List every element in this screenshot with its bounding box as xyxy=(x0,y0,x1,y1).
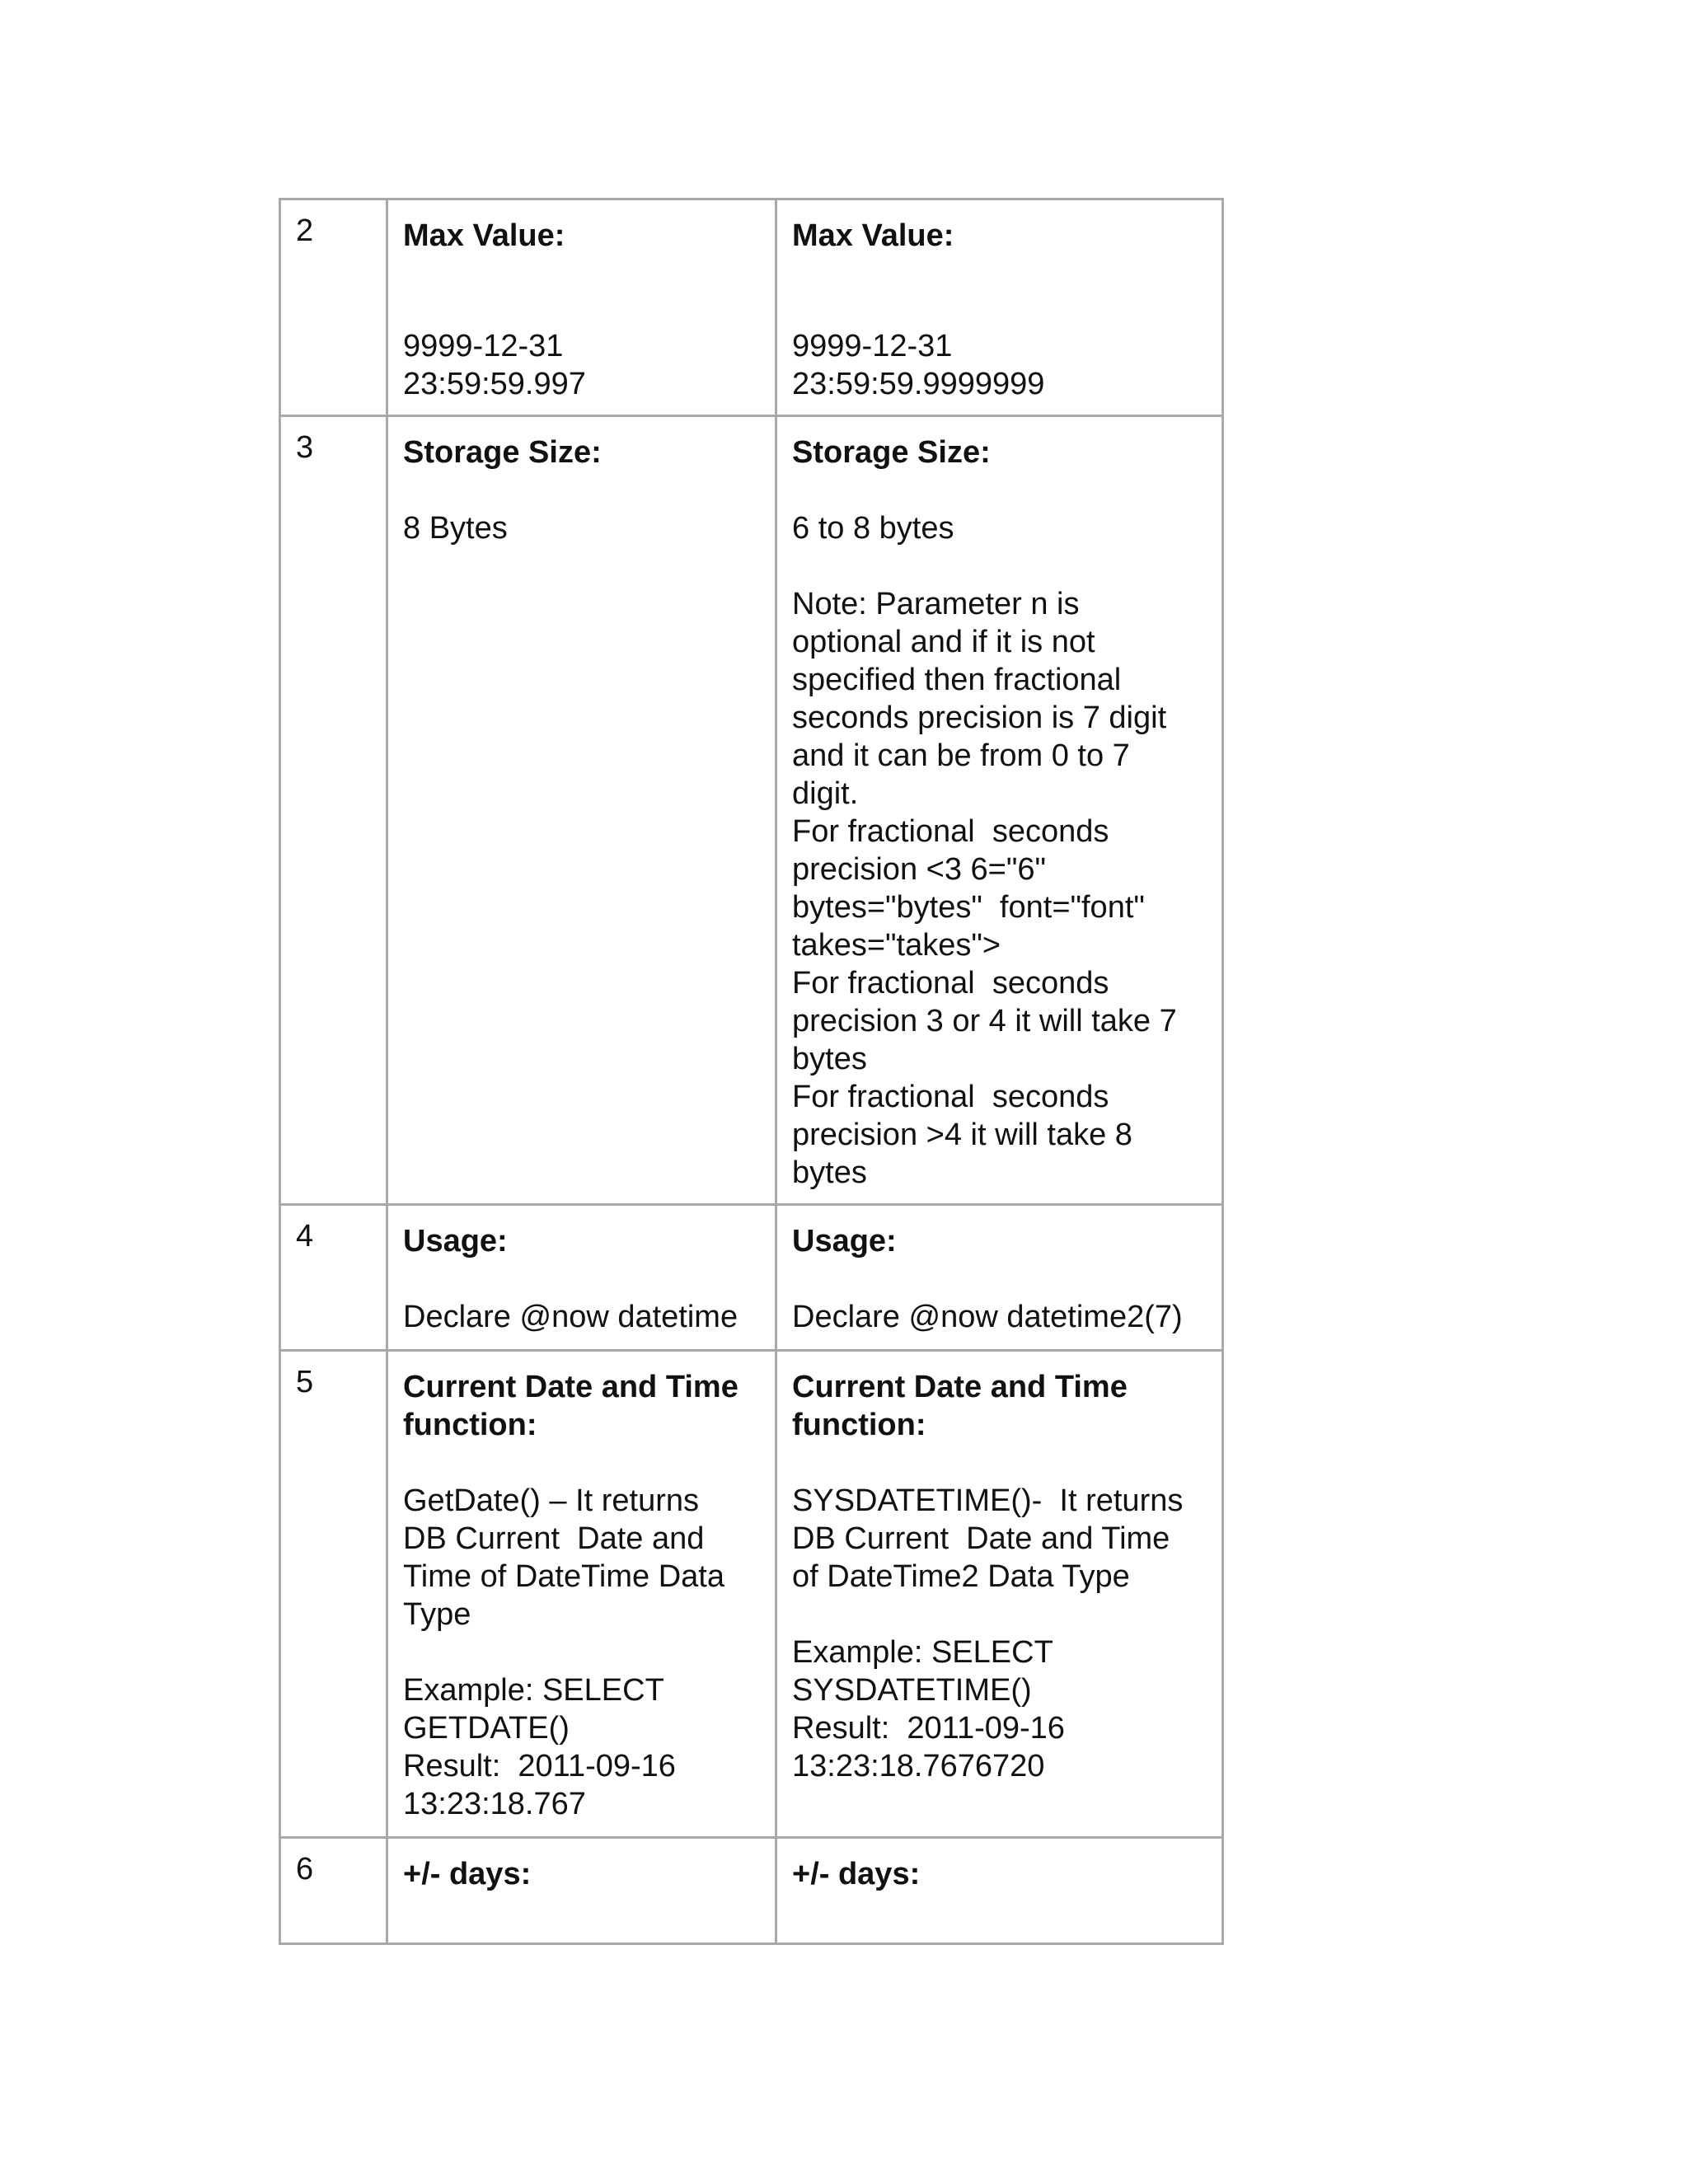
note-line: bytes="bytes" font="font" xyxy=(792,890,1145,925)
cell-heading: +/- days: xyxy=(403,1857,532,1891)
note-line: For fractional seconds xyxy=(792,1080,1109,1114)
cell-line: Type xyxy=(403,1597,471,1632)
note-line: optional and if it is not xyxy=(792,625,1095,659)
datetime2-cell xyxy=(776,1205,1223,1351)
cell-heading: Usage: xyxy=(792,1224,897,1258)
note-line: precision 3 or 4 it will take 7 xyxy=(792,1004,1177,1038)
datetime-cell xyxy=(387,416,776,1205)
cell-heading: Current Date and Time xyxy=(403,1370,738,1404)
note-line: takes="takes"> xyxy=(792,928,1001,963)
cell-heading: Max Value: xyxy=(792,218,954,253)
datetime-cell xyxy=(387,1838,776,1944)
note-line: specified then fractional xyxy=(792,663,1122,697)
cell-line: GetDate() – It returns xyxy=(403,1483,700,1518)
note-line: bytes xyxy=(792,1042,867,1076)
cell-heading: Storage Size: xyxy=(792,435,991,470)
cell-line: 6 to 8 bytes xyxy=(792,511,954,546)
cell-line: 23:59:59.997 xyxy=(403,367,586,401)
cell-heading: function: xyxy=(792,1408,926,1442)
row-number: 4 xyxy=(280,1205,387,1351)
row-number: 6 xyxy=(280,1838,387,1944)
datetime-cell xyxy=(387,1351,776,1838)
cell-heading: Storage Size: xyxy=(403,435,602,470)
example-line: Example: SELECT xyxy=(403,1673,664,1708)
note-line: precision <3 6="6" xyxy=(792,852,1046,887)
cell-line: 23:59:59.9999999 xyxy=(792,367,1045,401)
note-line: seconds precision is 7 digit xyxy=(792,701,1167,735)
table-row xyxy=(280,416,1223,1205)
datetime2-cell xyxy=(776,1351,1223,1838)
cell-line: DB Current Date and xyxy=(403,1521,705,1556)
table-row xyxy=(280,1351,1223,1838)
example-line: SYSDATETIME() xyxy=(792,1673,1032,1708)
example-line: Example: SELECT xyxy=(792,1635,1053,1670)
example-line: GETDATE() xyxy=(403,1711,570,1746)
cell-heading: Usage: xyxy=(403,1224,508,1258)
datetime-comparison-table xyxy=(279,198,1224,1945)
cell-line: 8 Bytes xyxy=(403,511,508,546)
cell-heading: Current Date and Time xyxy=(792,1370,1128,1404)
note-line: digit. xyxy=(792,776,859,811)
cell-heading: function: xyxy=(403,1408,537,1442)
note-line: precision >4 it will take 8 xyxy=(792,1118,1132,1152)
example-line: 13:23:18.7676720 xyxy=(792,1749,1045,1783)
cell-heading: +/- days: xyxy=(792,1857,921,1891)
cell-line: Declare @now datetime2(7) xyxy=(792,1300,1183,1334)
example-line: Result: 2011-09-16 xyxy=(792,1711,1065,1746)
row-number: 3 xyxy=(280,416,387,1205)
row-number: 5 xyxy=(280,1351,387,1838)
datetime-cell xyxy=(387,199,776,416)
datetime2-cell xyxy=(776,199,1223,416)
cell-heading: Max Value: xyxy=(403,218,565,253)
datetime-cell xyxy=(387,1205,776,1351)
cell-line: 9999-12-31 xyxy=(792,329,953,363)
note-line: and it can be from 0 to 7 xyxy=(792,738,1130,773)
cell-line: 9999-12-31 xyxy=(403,329,564,363)
table-row xyxy=(280,1838,1223,1944)
note-line: For fractional seconds xyxy=(792,814,1109,849)
table-row xyxy=(280,1205,1223,1351)
cell-line: DB Current Date and Time xyxy=(792,1521,1170,1556)
cell-line: Declare @now datetime xyxy=(403,1300,738,1334)
example-line: 13:23:18.767 xyxy=(403,1787,586,1821)
cell-line: of DateTime2 Data Type xyxy=(792,1559,1130,1594)
cell-line: SYSDATETIME()- It returns xyxy=(792,1483,1184,1518)
row-number: 2 xyxy=(280,199,387,416)
note-line: bytes xyxy=(792,1155,867,1190)
table-row xyxy=(280,199,1223,416)
datetime2-cell xyxy=(776,416,1223,1205)
cell-line: Time of DateTime Data xyxy=(403,1559,724,1594)
example-line: Result: 2011-09-16 xyxy=(403,1749,676,1783)
note-line: For fractional seconds xyxy=(792,966,1109,1001)
note-line: Note: Parameter n is xyxy=(792,587,1080,621)
datetime2-cell xyxy=(776,1838,1223,1944)
